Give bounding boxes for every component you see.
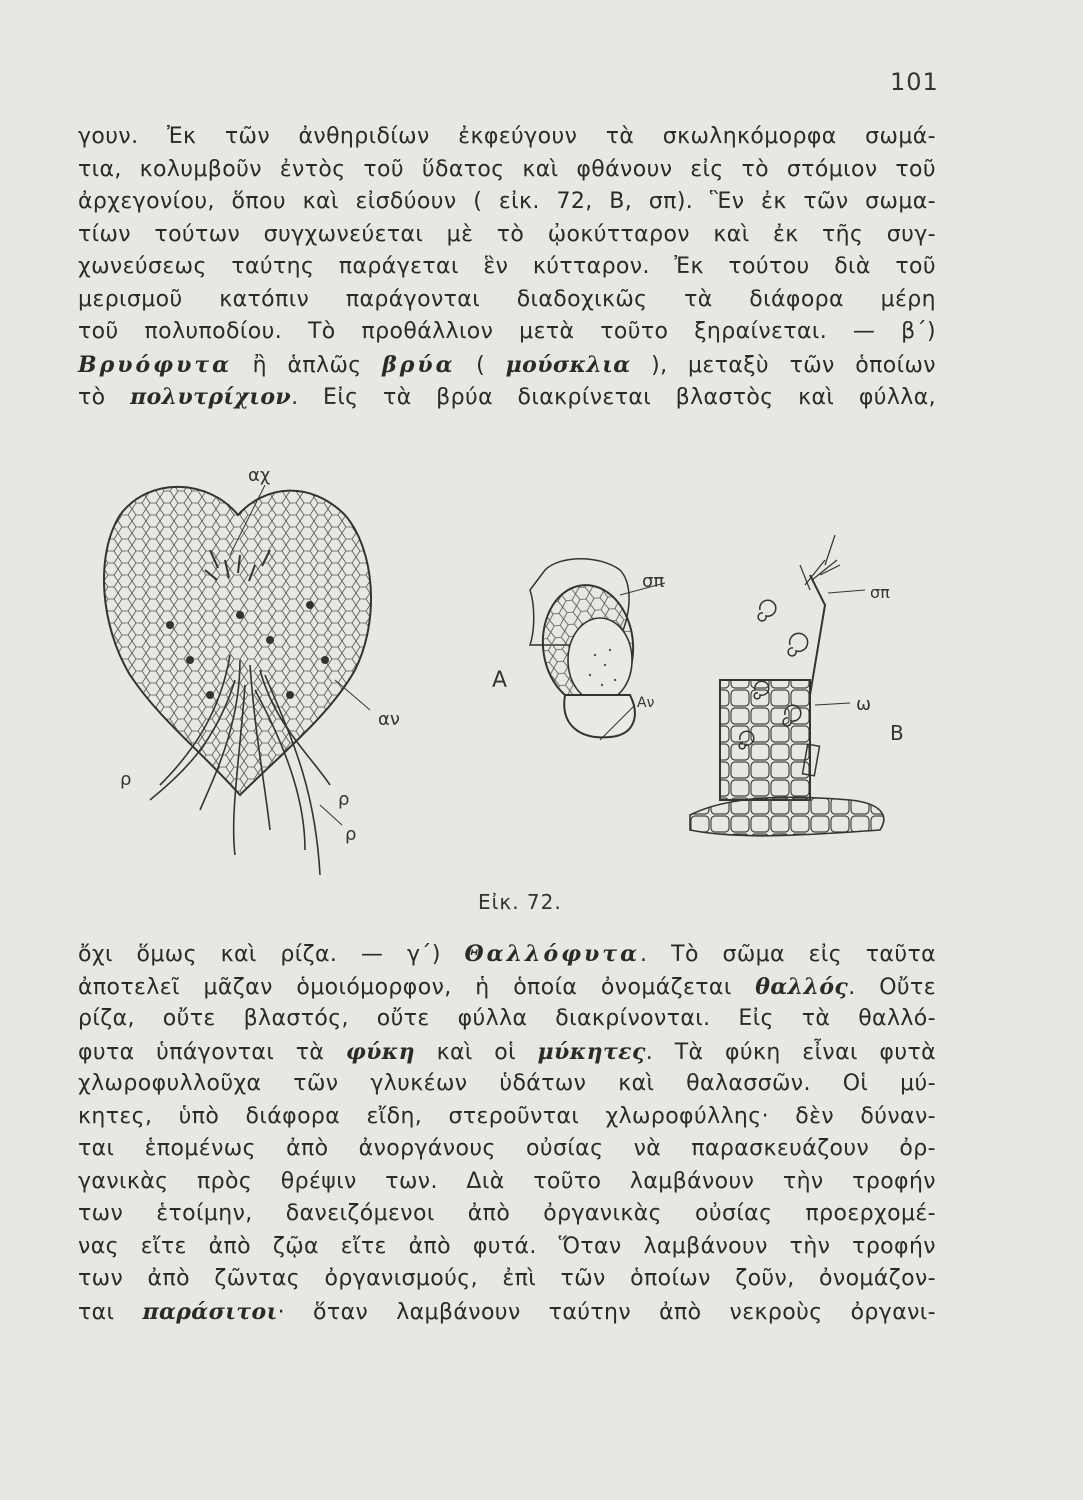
text-line (78, 219, 936, 252)
text-segment: ται (78, 1299, 143, 1325)
text-segment: γανικὰς πρὸς θρέψιν των. Διὰ τοῦτο λαμβάνουν τὴν τροφήν (78, 1168, 936, 1194)
emphasized-term: μύκητες (537, 1038, 646, 1065)
fertilization-drawing (690, 535, 904, 836)
text-segment: τὸ (78, 385, 131, 410)
text-segment: ἢ ἁπλῶς (232, 352, 383, 378)
text-line (78, 938, 936, 971)
text-line (78, 971, 936, 1004)
text-line (78, 1166, 936, 1199)
text-line (78, 1003, 936, 1036)
emphasized-term: Θαλλόφυτα (464, 941, 641, 967)
text-line (78, 1068, 936, 1101)
text-segment: των ἀπὸ ζῶντας ὀργανισμούς, ἐπὶ τῶν ὁποίων ζοῦν, ὀνομάζον- (78, 1266, 936, 1291)
text-segment: . Τὸ σῶμα εἰς ταῦτα (640, 942, 936, 967)
text-segment: καὶ οἱ (415, 1039, 538, 1065)
text-segment: τοῦ πολυποδίου. Τὸ προθάλλιον μετὰ τοῦτο ξηραίνεται. — β΄) (78, 319, 936, 344)
text-segment: ( (455, 352, 506, 378)
page-number: 101 (890, 68, 939, 96)
text-segment: ἀποτελεῖ μᾶζαν ὁμοιόμορφον, ἡ ὁποία ὀνομάζεται (78, 974, 756, 1000)
figure-caption: Εἰκ. 72. (478, 890, 562, 914)
label-rho-bottom: ρ (345, 824, 357, 845)
emphasized-term: βρύα (382, 351, 456, 378)
text-segment: κητες, ὑπὸ διάφορα εἴδη, στεροῦνται χλωροφύλλης· δὲν δύναν- (78, 1103, 936, 1129)
text-segment: · ὅταν λαμβάνουν ταύτην ἀπὸ νεκροὺς ὀργανι- (277, 1299, 936, 1325)
label-sp-A: σπ (642, 571, 665, 592)
text-segment: τια, κολυμβοῦν ἐντὸς τοῦ ὕδατος καὶ φθάνουν εἰς τὸ στόμιον τοῦ (78, 156, 936, 182)
emphasized-term: θαλλός (755, 973, 849, 1000)
emphasized-term: παράσιτοι (142, 1298, 278, 1325)
emphasized-term: μούσκλια (505, 351, 631, 378)
text-segment: τίων τούτων συγχωνεύεται μὲ τὸ ᾠοκύτταρον καὶ ἐκ τῆς συγ- (78, 221, 936, 247)
text-line (78, 1133, 936, 1166)
text-line (78, 349, 936, 382)
label-rho-left: ρ (120, 769, 132, 790)
text-line (78, 1036, 936, 1069)
figure-illustration (90, 455, 950, 885)
label-A: Α (492, 668, 508, 693)
text-segment: χλωροφυλλοῦχα τῶν γλυκέων ὑδάτων καὶ θαλασσῶν. Οἱ μύ- (78, 1071, 936, 1096)
emphasized-term: φύκη (345, 1038, 416, 1065)
text-segment: ἀρχεγονίου, ὅπου καὶ εἰσδύουν ( εἰκ. 72, Β, σπ). Ἓν ἐκ τῶν σωμα- (78, 189, 936, 214)
text-segment: . Τὰ φύκη εἶναι φυτὰ (645, 1039, 936, 1065)
text-line (78, 316, 936, 349)
label-sp-B: σπ (870, 583, 890, 602)
text-line (78, 1263, 936, 1296)
text-line (78, 251, 936, 284)
text-segment: ), μεταξὺ τῶν ὁποίων (630, 352, 936, 378)
text-line (78, 381, 936, 414)
text-segment: ται ἑπομένως ἀπὸ ἀνοργάνους οὐσίας νὰ παρασκευάζουν ὀρ- (78, 1136, 936, 1161)
label-ax: αχ (248, 465, 271, 486)
text-segment: μερισμοῦ κατόπιν παράγονται διαδοχικῶς τὰ διάφορα μέρη (78, 286, 936, 312)
text-line (78, 1231, 936, 1264)
text-segment: χωνεύσεως ταύτης παράγεται ἓν κύτταρον. Ἐκ τούτου διὰ τοῦ (78, 254, 936, 279)
label-omega: ω (856, 694, 872, 715)
paragraph-bottom (78, 938, 936, 1328)
label-rho-mid: ρ (338, 789, 350, 810)
text-line (78, 186, 936, 219)
text-segment: των ἑτοίμην, δανειζόμενοι ἀπὸ ὀργανικὰς οὐσίας προερχομέ- (78, 1201, 936, 1226)
text-segment: . Οὔτε (848, 974, 936, 1000)
text-line (78, 121, 936, 154)
text-line (78, 1101, 936, 1134)
text-segment: φυτα ὑπάγονται τὰ (78, 1039, 346, 1065)
label-B: Β (890, 721, 904, 745)
text-line (78, 1198, 936, 1231)
text-line (78, 1296, 936, 1329)
label-Av: Αν (637, 695, 655, 711)
archegonium-drawing (492, 559, 665, 740)
text-segment: ρίζα, οὔτε βλαστός, οὔτε φύλλα διακρίνονται. Εἰς τὰ θαλλό- (78, 1006, 936, 1031)
emphasized-term: πολυτρίχιον (130, 384, 292, 410)
paragraph-top (78, 121, 936, 414)
label-av: αν (378, 709, 400, 730)
text-segment: ὄχι ὅμως καὶ ρίζα. — γ΄) (78, 942, 465, 967)
text-segment: . Εἰς τὰ βρύα διακρίνεται βλαστὸς καὶ φύλλα, (291, 385, 937, 410)
emphasized-term: Βρυόφυτα (78, 351, 233, 378)
text-segment: νας εἴτε ἀπὸ ζῷα εἴτε ἀπὸ φυτά. Ὅταν λαμβάνουν τὴν τροφήν (78, 1233, 936, 1259)
prothallium-drawing (104, 465, 400, 875)
figure-72 (90, 455, 950, 885)
text-line (78, 154, 936, 187)
text-line (78, 284, 936, 317)
text-segment: γουν. Ἐκ τῶν ἀνθηριδίων ἐκφεύγουν τὰ σκωληκόμορφα σωμά- (78, 124, 936, 149)
